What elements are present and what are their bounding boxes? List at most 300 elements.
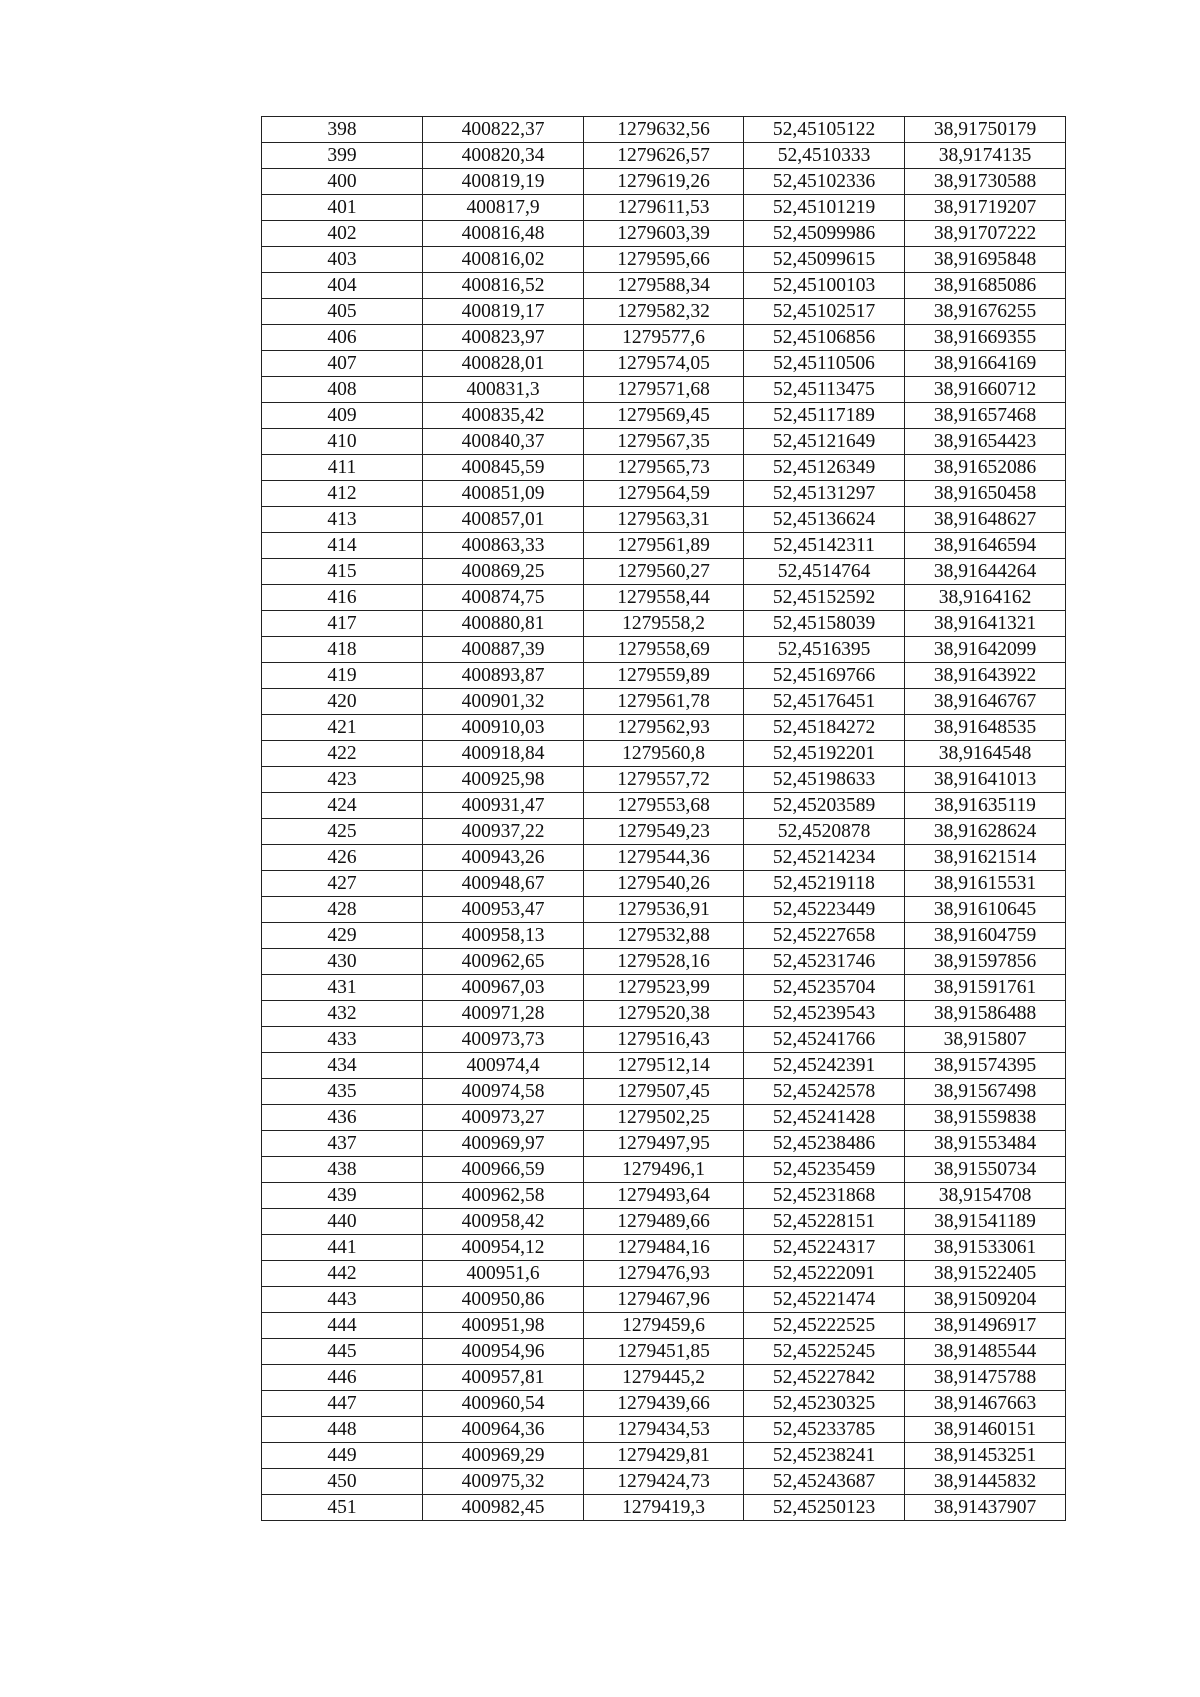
table-row — [262, 1131, 1066, 1157]
latitude-cell: 52,45227842 — [744, 1365, 905, 1391]
table-row — [262, 611, 1066, 637]
point-number-cell: 449 — [262, 1443, 423, 1469]
longitude-cell: 38,91646767 — [905, 689, 1066, 715]
coordinates-table-body — [262, 117, 1066, 1521]
longitude-cell: 38,91597856 — [905, 949, 1066, 975]
table-row — [262, 845, 1066, 871]
point-number-cell: 405 — [262, 299, 423, 325]
coordinates-table — [261, 116, 1066, 1521]
y-coordinate-cell: 1279429,81 — [584, 1443, 744, 1469]
x-coordinate-cell: 400925,98 — [423, 767, 584, 793]
point-number-cell: 413 — [262, 507, 423, 533]
latitude-cell: 52,45192201 — [744, 741, 905, 767]
longitude-cell: 38,91460151 — [905, 1417, 1066, 1443]
longitude-cell: 38,91707222 — [905, 221, 1066, 247]
y-coordinate-cell: 1279567,35 — [584, 429, 744, 455]
longitude-cell: 38,91533061 — [905, 1235, 1066, 1261]
point-number-cell: 422 — [262, 741, 423, 767]
longitude-cell: 38,91522405 — [905, 1261, 1066, 1287]
point-number-cell: 438 — [262, 1157, 423, 1183]
x-coordinate-cell: 400948,67 — [423, 871, 584, 897]
point-number-cell: 429 — [262, 923, 423, 949]
x-coordinate-cell: 400869,25 — [423, 559, 584, 585]
table-row — [262, 1183, 1066, 1209]
point-number-cell: 418 — [262, 637, 423, 663]
y-coordinate-cell: 1279424,73 — [584, 1469, 744, 1495]
table-row — [262, 1235, 1066, 1261]
table-row — [262, 169, 1066, 195]
latitude-cell: 52,45203589 — [744, 793, 905, 819]
x-coordinate-cell: 400969,97 — [423, 1131, 584, 1157]
longitude-cell: 38,91685086 — [905, 273, 1066, 299]
y-coordinate-cell: 1279582,32 — [584, 299, 744, 325]
table-row — [262, 949, 1066, 975]
y-coordinate-cell: 1279569,45 — [584, 403, 744, 429]
x-coordinate-cell: 400817,9 — [423, 195, 584, 221]
table-row — [262, 247, 1066, 273]
point-number-cell: 404 — [262, 273, 423, 299]
latitude-cell: 52,45169766 — [744, 663, 905, 689]
table-row — [262, 1027, 1066, 1053]
table-row — [262, 1495, 1066, 1521]
longitude-cell: 38,91695848 — [905, 247, 1066, 273]
x-coordinate-cell: 400951,98 — [423, 1313, 584, 1339]
x-coordinate-cell: 400964,36 — [423, 1417, 584, 1443]
longitude-cell: 38,91610645 — [905, 897, 1066, 923]
x-coordinate-cell: 400975,32 — [423, 1469, 584, 1495]
x-coordinate-cell: 400973,27 — [423, 1105, 584, 1131]
point-number-cell: 450 — [262, 1469, 423, 1495]
longitude-cell: 38,91664169 — [905, 351, 1066, 377]
y-coordinate-cell: 1279595,66 — [584, 247, 744, 273]
x-coordinate-cell: 400974,58 — [423, 1079, 584, 1105]
latitude-cell: 52,45235459 — [744, 1157, 905, 1183]
point-number-cell: 428 — [262, 897, 423, 923]
x-coordinate-cell: 400863,33 — [423, 533, 584, 559]
table-row — [262, 1443, 1066, 1469]
y-coordinate-cell: 1279512,14 — [584, 1053, 744, 1079]
table-row — [262, 1469, 1066, 1495]
point-number-cell: 448 — [262, 1417, 423, 1443]
x-coordinate-cell: 400840,37 — [423, 429, 584, 455]
latitude-cell: 52,45099986 — [744, 221, 905, 247]
y-coordinate-cell: 1279544,36 — [584, 845, 744, 871]
y-coordinate-cell: 1279540,26 — [584, 871, 744, 897]
point-number-cell: 401 — [262, 195, 423, 221]
point-number-cell: 407 — [262, 351, 423, 377]
latitude-cell: 52,45113475 — [744, 377, 905, 403]
latitude-cell: 52,45242578 — [744, 1079, 905, 1105]
point-number-cell: 409 — [262, 403, 423, 429]
y-coordinate-cell: 1279549,23 — [584, 819, 744, 845]
x-coordinate-cell: 400974,4 — [423, 1053, 584, 1079]
longitude-cell: 38,91646594 — [905, 533, 1066, 559]
longitude-cell: 38,91615531 — [905, 871, 1066, 897]
point-number-cell: 441 — [262, 1235, 423, 1261]
x-coordinate-cell: 400819,19 — [423, 169, 584, 195]
longitude-cell: 38,91453251 — [905, 1443, 1066, 1469]
longitude-cell: 38,91676255 — [905, 299, 1066, 325]
longitude-cell: 38,91574395 — [905, 1053, 1066, 1079]
table-row — [262, 559, 1066, 585]
point-number-cell: 420 — [262, 689, 423, 715]
y-coordinate-cell: 1279532,88 — [584, 923, 744, 949]
latitude-cell: 52,45214234 — [744, 845, 905, 871]
table-row — [262, 325, 1066, 351]
latitude-cell: 52,45227658 — [744, 923, 905, 949]
y-coordinate-cell: 1279434,53 — [584, 1417, 744, 1443]
point-number-cell: 445 — [262, 1339, 423, 1365]
y-coordinate-cell: 1279626,57 — [584, 143, 744, 169]
x-coordinate-cell: 400816,52 — [423, 273, 584, 299]
point-number-cell: 402 — [262, 221, 423, 247]
x-coordinate-cell: 400973,73 — [423, 1027, 584, 1053]
point-number-cell: 440 — [262, 1209, 423, 1235]
y-coordinate-cell: 1279497,95 — [584, 1131, 744, 1157]
table-row — [262, 455, 1066, 481]
x-coordinate-cell: 400880,81 — [423, 611, 584, 637]
y-coordinate-cell: 1279484,16 — [584, 1235, 744, 1261]
table-row — [262, 819, 1066, 845]
point-number-cell: 423 — [262, 767, 423, 793]
table-row — [262, 1313, 1066, 1339]
latitude-cell: 52,4520878 — [744, 819, 905, 845]
point-number-cell: 431 — [262, 975, 423, 1001]
longitude-cell: 38,91650458 — [905, 481, 1066, 507]
point-number-cell: 400 — [262, 169, 423, 195]
table-row — [262, 143, 1066, 169]
latitude-cell: 52,45176451 — [744, 689, 905, 715]
x-coordinate-cell: 400931,47 — [423, 793, 584, 819]
table-row — [262, 117, 1066, 143]
y-coordinate-cell: 1279489,66 — [584, 1209, 744, 1235]
table-row — [262, 1209, 1066, 1235]
latitude-cell: 52,45223449 — [744, 897, 905, 923]
longitude-cell: 38,91642099 — [905, 637, 1066, 663]
longitude-cell: 38,91586488 — [905, 1001, 1066, 1027]
point-number-cell: 437 — [262, 1131, 423, 1157]
y-coordinate-cell: 1279564,59 — [584, 481, 744, 507]
y-coordinate-cell: 1279561,89 — [584, 533, 744, 559]
y-coordinate-cell: 1279574,05 — [584, 351, 744, 377]
point-number-cell: 406 — [262, 325, 423, 351]
y-coordinate-cell: 1279523,99 — [584, 975, 744, 1001]
point-number-cell: 415 — [262, 559, 423, 585]
table-row — [262, 1157, 1066, 1183]
y-coordinate-cell: 1279451,85 — [584, 1339, 744, 1365]
y-coordinate-cell: 1279439,66 — [584, 1391, 744, 1417]
x-coordinate-cell: 400950,86 — [423, 1287, 584, 1313]
table-row — [262, 975, 1066, 1001]
longitude-cell: 38,91467663 — [905, 1391, 1066, 1417]
point-number-cell: 419 — [262, 663, 423, 689]
latitude-cell: 52,4516395 — [744, 637, 905, 663]
table-row — [262, 1287, 1066, 1313]
longitude-cell: 38,91719207 — [905, 195, 1066, 221]
point-number-cell: 414 — [262, 533, 423, 559]
longitude-cell: 38,91553484 — [905, 1131, 1066, 1157]
y-coordinate-cell: 1279571,68 — [584, 377, 744, 403]
y-coordinate-cell: 1279558,69 — [584, 637, 744, 663]
latitude-cell: 52,45100103 — [744, 273, 905, 299]
latitude-cell: 52,45225245 — [744, 1339, 905, 1365]
longitude-cell: 38,91496917 — [905, 1313, 1066, 1339]
x-coordinate-cell: 400962,58 — [423, 1183, 584, 1209]
point-number-cell: 424 — [262, 793, 423, 819]
y-coordinate-cell: 1279558,2 — [584, 611, 744, 637]
latitude-cell: 52,45233785 — [744, 1417, 905, 1443]
longitude-cell: 38,915807 — [905, 1027, 1066, 1053]
latitude-cell: 52,45230325 — [744, 1391, 905, 1417]
x-coordinate-cell: 400820,34 — [423, 143, 584, 169]
longitude-cell: 38,91654423 — [905, 429, 1066, 455]
latitude-cell: 52,45242391 — [744, 1053, 905, 1079]
point-number-cell: 421 — [262, 715, 423, 741]
x-coordinate-cell: 400982,45 — [423, 1495, 584, 1521]
table-row — [262, 221, 1066, 247]
point-number-cell: 433 — [262, 1027, 423, 1053]
latitude-cell: 52,45235704 — [744, 975, 905, 1001]
y-coordinate-cell: 1279562,93 — [584, 715, 744, 741]
table-row — [262, 1105, 1066, 1131]
y-coordinate-cell: 1279558,44 — [584, 585, 744, 611]
latitude-cell: 52,45152592 — [744, 585, 905, 611]
y-coordinate-cell: 1279553,68 — [584, 793, 744, 819]
x-coordinate-cell: 400874,75 — [423, 585, 584, 611]
table-row — [262, 403, 1066, 429]
y-coordinate-cell: 1279528,16 — [584, 949, 744, 975]
x-coordinate-cell: 400893,87 — [423, 663, 584, 689]
x-coordinate-cell: 400845,59 — [423, 455, 584, 481]
longitude-cell: 38,91641321 — [905, 611, 1066, 637]
latitude-cell: 52,45184272 — [744, 715, 905, 741]
x-coordinate-cell: 400951,6 — [423, 1261, 584, 1287]
table-row — [262, 1417, 1066, 1443]
longitude-cell: 38,91567498 — [905, 1079, 1066, 1105]
latitude-cell: 52,45126349 — [744, 455, 905, 481]
y-coordinate-cell: 1279493,64 — [584, 1183, 744, 1209]
x-coordinate-cell: 400816,02 — [423, 247, 584, 273]
y-coordinate-cell: 1279603,39 — [584, 221, 744, 247]
x-coordinate-cell: 400819,17 — [423, 299, 584, 325]
longitude-cell: 38,91644264 — [905, 559, 1066, 585]
x-coordinate-cell: 400851,09 — [423, 481, 584, 507]
y-coordinate-cell: 1279496,1 — [584, 1157, 744, 1183]
table-row — [262, 637, 1066, 663]
latitude-cell: 52,45250123 — [744, 1495, 905, 1521]
y-coordinate-cell: 1279563,31 — [584, 507, 744, 533]
longitude-cell: 38,91621514 — [905, 845, 1066, 871]
table-row — [262, 871, 1066, 897]
y-coordinate-cell: 1279467,96 — [584, 1287, 744, 1313]
y-coordinate-cell: 1279520,38 — [584, 1001, 744, 1027]
longitude-cell: 38,91437907 — [905, 1495, 1066, 1521]
point-number-cell: 425 — [262, 819, 423, 845]
longitude-cell: 38,91445832 — [905, 1469, 1066, 1495]
table-row — [262, 1365, 1066, 1391]
point-number-cell: 434 — [262, 1053, 423, 1079]
y-coordinate-cell: 1279507,45 — [584, 1079, 744, 1105]
latitude-cell: 52,45117189 — [744, 403, 905, 429]
longitude-cell: 38,91730588 — [905, 169, 1066, 195]
latitude-cell: 52,45102336 — [744, 169, 905, 195]
table-row — [262, 429, 1066, 455]
latitude-cell: 52,45231746 — [744, 949, 905, 975]
point-number-cell: 408 — [262, 377, 423, 403]
x-coordinate-cell: 400958,13 — [423, 923, 584, 949]
x-coordinate-cell: 400962,65 — [423, 949, 584, 975]
table-row — [262, 273, 1066, 299]
y-coordinate-cell: 1279516,43 — [584, 1027, 744, 1053]
longitude-cell: 38,91648627 — [905, 507, 1066, 533]
y-coordinate-cell: 1279560,8 — [584, 741, 744, 767]
latitude-cell: 52,45222091 — [744, 1261, 905, 1287]
y-coordinate-cell: 1279476,93 — [584, 1261, 744, 1287]
y-coordinate-cell: 1279577,6 — [584, 325, 744, 351]
table-row — [262, 1391, 1066, 1417]
table-row — [262, 767, 1066, 793]
latitude-cell: 52,45219118 — [744, 871, 905, 897]
x-coordinate-cell: 400953,47 — [423, 897, 584, 923]
point-number-cell: 444 — [262, 1313, 423, 1339]
table-row — [262, 923, 1066, 949]
point-number-cell: 417 — [262, 611, 423, 637]
x-coordinate-cell: 400954,96 — [423, 1339, 584, 1365]
point-number-cell: 426 — [262, 845, 423, 871]
longitude-cell: 38,91559838 — [905, 1105, 1066, 1131]
latitude-cell: 52,45136624 — [744, 507, 905, 533]
longitude-cell: 38,9174135 — [905, 143, 1066, 169]
latitude-cell: 52,45224317 — [744, 1235, 905, 1261]
y-coordinate-cell: 1279619,26 — [584, 169, 744, 195]
latitude-cell: 52,4510333 — [744, 143, 905, 169]
x-coordinate-cell: 400960,54 — [423, 1391, 584, 1417]
latitude-cell: 52,45238241 — [744, 1443, 905, 1469]
x-coordinate-cell: 400967,03 — [423, 975, 584, 1001]
x-coordinate-cell: 400966,59 — [423, 1157, 584, 1183]
x-coordinate-cell: 400828,01 — [423, 351, 584, 377]
longitude-cell: 38,91660712 — [905, 377, 1066, 403]
longitude-cell: 38,9164548 — [905, 741, 1066, 767]
x-coordinate-cell: 400822,37 — [423, 117, 584, 143]
longitude-cell: 38,91750179 — [905, 117, 1066, 143]
longitude-cell: 38,91652086 — [905, 455, 1066, 481]
table-row — [262, 793, 1066, 819]
y-coordinate-cell: 1279561,78 — [584, 689, 744, 715]
latitude-cell: 52,45228151 — [744, 1209, 905, 1235]
table-row — [262, 533, 1066, 559]
point-number-cell: 446 — [262, 1365, 423, 1391]
x-coordinate-cell: 400971,28 — [423, 1001, 584, 1027]
table-row — [262, 1261, 1066, 1287]
point-number-cell: 436 — [262, 1105, 423, 1131]
table-row — [262, 689, 1066, 715]
point-number-cell: 442 — [262, 1261, 423, 1287]
y-coordinate-cell: 1279611,53 — [584, 195, 744, 221]
longitude-cell: 38,91669355 — [905, 325, 1066, 351]
table-row — [262, 741, 1066, 767]
longitude-cell: 38,91604759 — [905, 923, 1066, 949]
point-number-cell: 439 — [262, 1183, 423, 1209]
x-coordinate-cell: 400969,29 — [423, 1443, 584, 1469]
table-row — [262, 1079, 1066, 1105]
point-number-cell: 427 — [262, 871, 423, 897]
point-number-cell: 435 — [262, 1079, 423, 1105]
longitude-cell: 38,91643922 — [905, 663, 1066, 689]
latitude-cell: 52,4514764 — [744, 559, 905, 585]
table-row — [262, 377, 1066, 403]
y-coordinate-cell: 1279419,3 — [584, 1495, 744, 1521]
point-number-cell: 451 — [262, 1495, 423, 1521]
longitude-cell: 38,91648535 — [905, 715, 1066, 741]
latitude-cell: 52,45241766 — [744, 1027, 905, 1053]
table-row — [262, 507, 1066, 533]
point-number-cell: 403 — [262, 247, 423, 273]
latitude-cell: 52,45101219 — [744, 195, 905, 221]
y-coordinate-cell: 1279565,73 — [584, 455, 744, 481]
x-coordinate-cell: 400918,84 — [423, 741, 584, 767]
x-coordinate-cell: 400937,22 — [423, 819, 584, 845]
y-coordinate-cell: 1279502,25 — [584, 1105, 744, 1131]
point-number-cell: 410 — [262, 429, 423, 455]
longitude-cell: 38,91509204 — [905, 1287, 1066, 1313]
y-coordinate-cell: 1279445,2 — [584, 1365, 744, 1391]
point-number-cell: 399 — [262, 143, 423, 169]
table-row — [262, 897, 1066, 923]
point-number-cell: 398 — [262, 117, 423, 143]
latitude-cell: 52,45239543 — [744, 1001, 905, 1027]
longitude-cell: 38,91541189 — [905, 1209, 1066, 1235]
latitude-cell: 52,45198633 — [744, 767, 905, 793]
latitude-cell: 52,45243687 — [744, 1469, 905, 1495]
x-coordinate-cell: 400943,26 — [423, 845, 584, 871]
x-coordinate-cell: 400958,42 — [423, 1209, 584, 1235]
latitude-cell: 52,45099615 — [744, 247, 905, 273]
latitude-cell: 52,45110506 — [744, 351, 905, 377]
point-number-cell: 411 — [262, 455, 423, 481]
longitude-cell: 38,91635119 — [905, 793, 1066, 819]
y-coordinate-cell: 1279557,72 — [584, 767, 744, 793]
longitude-cell: 38,9154708 — [905, 1183, 1066, 1209]
longitude-cell: 38,91475788 — [905, 1365, 1066, 1391]
latitude-cell: 52,45121649 — [744, 429, 905, 455]
point-number-cell: 432 — [262, 1001, 423, 1027]
point-number-cell: 447 — [262, 1391, 423, 1417]
x-coordinate-cell: 400831,3 — [423, 377, 584, 403]
x-coordinate-cell: 400954,12 — [423, 1235, 584, 1261]
longitude-cell: 38,91628624 — [905, 819, 1066, 845]
point-number-cell: 430 — [262, 949, 423, 975]
y-coordinate-cell: 1279632,56 — [584, 117, 744, 143]
point-number-cell: 416 — [262, 585, 423, 611]
y-coordinate-cell: 1279559,89 — [584, 663, 744, 689]
longitude-cell: 38,91550734 — [905, 1157, 1066, 1183]
table-row — [262, 351, 1066, 377]
latitude-cell: 52,45221474 — [744, 1287, 905, 1313]
x-coordinate-cell: 400887,39 — [423, 637, 584, 663]
y-coordinate-cell: 1279560,27 — [584, 559, 744, 585]
latitude-cell: 52,45142311 — [744, 533, 905, 559]
longitude-cell: 38,91641013 — [905, 767, 1066, 793]
x-coordinate-cell: 400857,01 — [423, 507, 584, 533]
x-coordinate-cell: 400823,97 — [423, 325, 584, 351]
longitude-cell: 38,91657468 — [905, 403, 1066, 429]
table-row — [262, 1053, 1066, 1079]
latitude-cell: 52,45238486 — [744, 1131, 905, 1157]
table-row — [262, 663, 1066, 689]
table-row — [262, 195, 1066, 221]
point-number-cell: 443 — [262, 1287, 423, 1313]
